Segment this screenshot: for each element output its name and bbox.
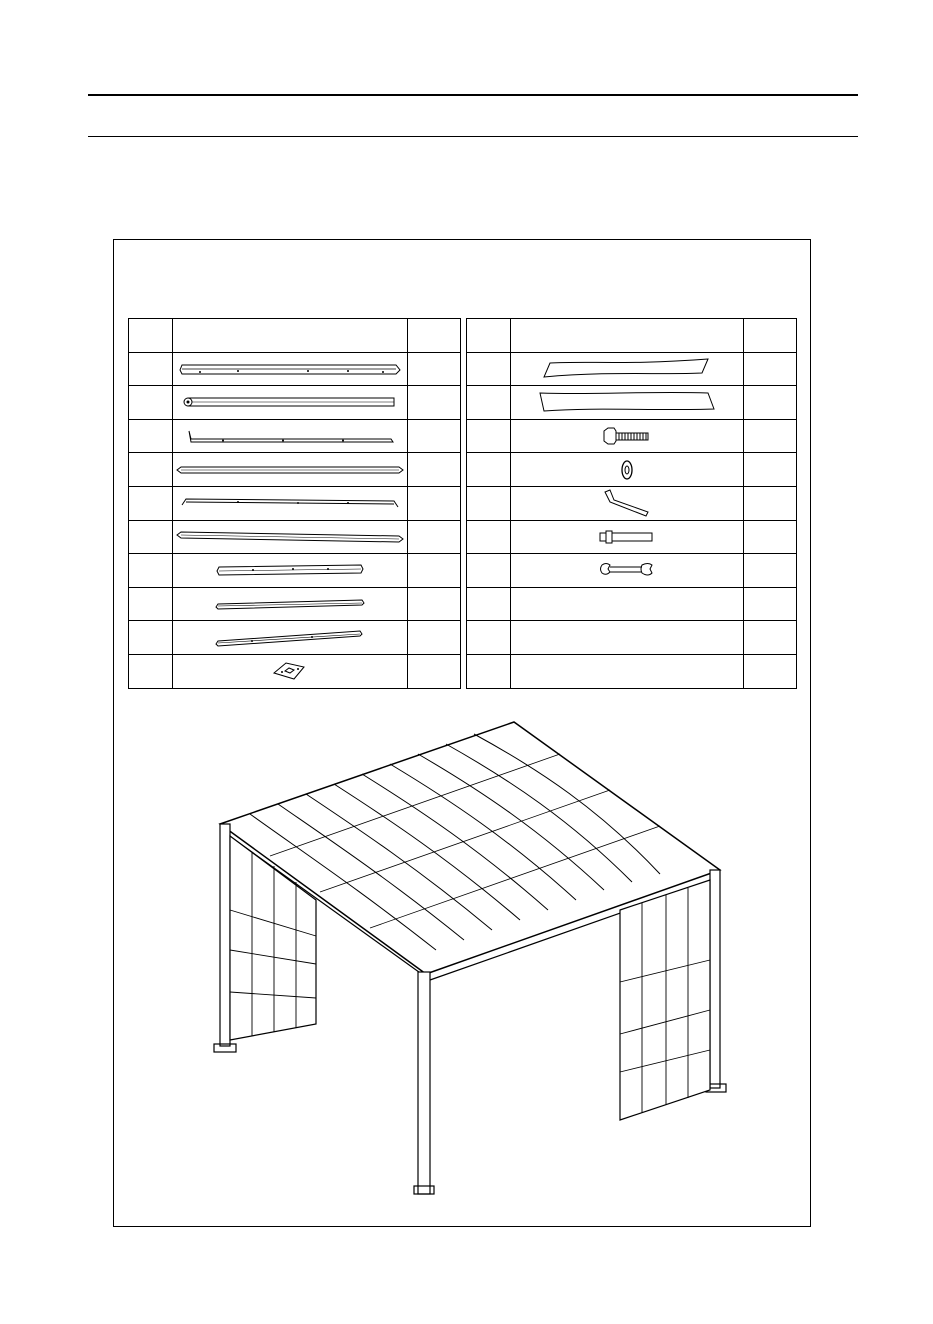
short-rail-icon [212, 627, 368, 649]
table-row [467, 554, 797, 588]
table-row [129, 386, 461, 420]
table-row [129, 352, 461, 386]
table-row [467, 453, 797, 487]
table-row [467, 386, 797, 420]
table-row [467, 352, 797, 386]
parts-table-left [128, 318, 461, 689]
long-beam-icon [175, 528, 405, 546]
table-row [467, 587, 797, 621]
washer-icon [620, 459, 634, 481]
table-row [129, 621, 461, 655]
arrow-tipped-beam-icon [175, 462, 405, 478]
table-row [129, 419, 461, 453]
round-end-rail-icon [180, 393, 400, 411]
short-rail-icon [213, 561, 367, 579]
bolt-icon [602, 427, 652, 445]
angle-rail-icon [183, 427, 397, 445]
table-row [129, 520, 461, 554]
table-row [467, 419, 797, 453]
short-rail-icon [212, 595, 368, 613]
pergola-icon [180, 710, 740, 1210]
long-rail-icon [178, 360, 402, 378]
table-row [467, 654, 797, 688]
parts-table-right [466, 318, 797, 689]
hex-key-icon [602, 488, 652, 518]
anchor-bolt-icon [598, 529, 656, 545]
canopy-strip-icon [536, 389, 718, 415]
table-row [467, 621, 797, 655]
table-row [129, 654, 461, 688]
canopy-strip-icon [540, 357, 714, 381]
table-row [129, 587, 461, 621]
table-row [467, 486, 797, 520]
base-plate-icon [270, 659, 310, 683]
table-row [467, 520, 797, 554]
table-header-row [467, 319, 797, 353]
hooked-rail-icon [178, 491, 402, 515]
header-rule-bottom [88, 136, 858, 137]
table-row [129, 554, 461, 588]
table-row [129, 486, 461, 520]
wrench-icon [598, 561, 656, 579]
table-header-row [129, 319, 461, 353]
table-row [129, 453, 461, 487]
header-rule-top [88, 94, 858, 96]
